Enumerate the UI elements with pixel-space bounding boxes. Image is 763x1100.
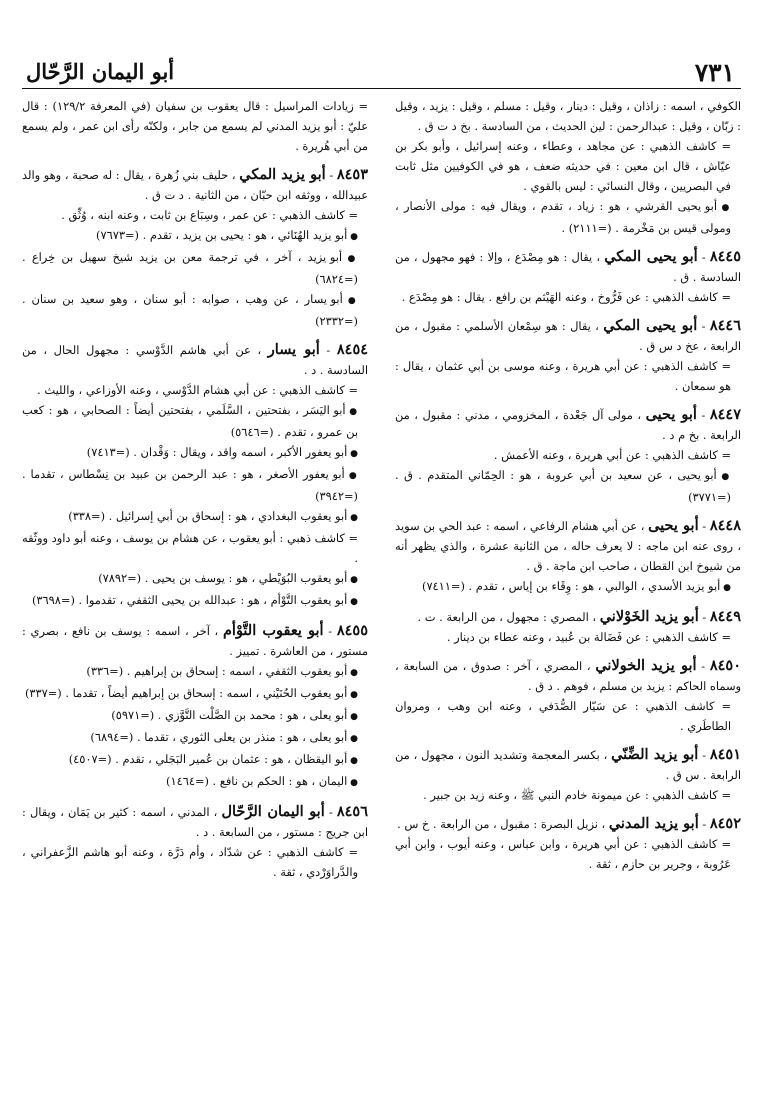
entry-text: ٨٤٥٢ - أبو يزيد المدني ، نزيل البصرة : مقبول ، من الرابعة . خ س . [397, 815, 741, 832]
entry-text: ٨٤٤٨ - أبو يحيى ، عن أبي هشام الرفاعي ، اسمه : عبد الحي بن سويد ، روى عنه ابن ماجه : لا يعرف حاله ، من الثانية عشرة ، والذي يظهر أنه من شيوخ ابن القطان ، صاحب ابن ماجة . ق . [395, 517, 741, 573]
entry-name: أبو يزيد الخَوْلاني [599, 608, 699, 625]
entry-body: الكوفي ، اسمه : زاذان ، وقيل : دينار ، وقيل : مسلم ، وقيل : يزيد ، وقيل : زبّان ، وقيل : عبدالرحمن : لين الحديث ، من السادسة . بخ د ت ق . [395, 99, 741, 133]
entry-body: ● أبو يعلى ، هو : محمد بن الصَّلْت التَّوَّزي . (=٥٩٧١) [111, 708, 358, 722]
entry [395, 316, 741, 396]
entry-number: ٨٤٤٧ [709, 406, 741, 423]
entry-body: ● أبو يزيد الهُنَائي ، هو : يحيى بن يزيد ، تقدم . (=٧٦٧٣) [96, 228, 358, 242]
running-title: أبو اليمان الرَّحّال [26, 59, 175, 84]
entry-body: ، المصري ، آخر : صدوق ، من السابعة ، وسماه الحاكم : يزيد بن مسلم ، فوهم . د ق . [395, 659, 741, 693]
entry-body: = كاشف الذهبي : عن شدّاد ، وأم دَرَّة ، وعنه أبو هاشم الزَّعفراني ، والدَّراوَرْدي ، ثقة . [22, 845, 358, 879]
entry-text: ٨٤٥٦ - أبو اليمان الرَّحّال ، المدني ، اسمه : كثير بن يَمَان ، ويقال : ابن جريج : مستور ، من السابعة . د . [22, 803, 368, 839]
entry-text [395, 136, 741, 196]
entry-name: أبو يزيد المكي [239, 166, 326, 183]
entry-body: ● أبو يعقوب الحُنَيْني ، اسمه : إسحاق بن إبراهيم أيضاً ، تقدما . (=٣٣٧) [25, 686, 358, 700]
entry-text: ٨٤٥٥ - أبو يعقوب التَّوْأم ، آخر ، اسمه : يوسف بن نافع ، بصري : مستور ، من العاشرة . تمييز . [22, 622, 368, 658]
entry [22, 802, 368, 882]
entry-body: = كاشف الذهبي : عن أبي هريرة ، وابن عباس ، وعنه أيوب ، وابن أبي عَرُوبة ، وجرير بن حازم ، ثقة . [395, 837, 731, 871]
entry-text [22, 96, 368, 156]
entry-body: = كاشف الذهبي : عن فَضَالة بن عُبيد ، وعنه عطاء بن دينار . [446, 630, 731, 644]
entry-text [22, 842, 368, 882]
entry-body: ● أبو يعقوب الثقفي ، اسمه : إسحاق بن إبراهيم . (=٣٣٦) [86, 664, 358, 678]
page-number: ٧٣١ [694, 58, 735, 87]
right-column [395, 96, 741, 1066]
entry-text [395, 445, 741, 465]
cross-reference [22, 568, 368, 590]
entry-number: ٨٤٥٥ [336, 622, 368, 639]
cross-reference [22, 442, 368, 464]
cross-reference [22, 749, 368, 771]
entry-body: ، بكسر المعجمة وتشديد النون ، مجهول ، من الرابعة . س ق . [395, 748, 741, 782]
entry-number: ٨٤٥٣ [336, 166, 368, 183]
entry-body: ● أبو اليقظان ، هو : عثمان بن عُمير البَجَلي ، تقدم . (=٤٥٠٧) [69, 752, 358, 766]
entry [395, 516, 741, 598]
entry-body: ● أبو يزيد ، آخر ، في ترجمة معن بن يزيد شيخ سهيل بن خِراع . (=٦٨٢٤) [22, 250, 358, 286]
entry-name: أبو يعقوب التَّوْأم [222, 622, 324, 639]
entry-body: = كاشف الذهبي : عن فَرُّوخ ، وعنه الهَيْثم بن رافع . يقال : هو مِصْدَع . [401, 290, 731, 304]
entry-body: ، مولى آل جَعْدة ، المخزومي ، مدني : مقبول ، من الرابعة . بخ م د . [395, 408, 741, 442]
entry-body: ● أبو يعلى ، هو : منذر بن يعلى الثوري ، تقدما . (=٦٨٩٤) [90, 730, 358, 744]
entry-body: ● أبو يسار ، عن وهب ، صوابه : أبو سنان ، وهو سعيد بن سنان . (=٢٣٣٢) [22, 292, 358, 328]
entry [395, 745, 741, 805]
entry-body: ● أبو يعفور الأكبر ، اسمه واقد ، ويقال : وَقْدان . (=٧٤١٣) [87, 445, 358, 459]
entry-number: ٨٤٤٥ [709, 248, 741, 265]
entry [22, 340, 368, 612]
entry-number: ٨٤٤٨ [709, 517, 741, 534]
entry-body: = كاشف الذهبي : عن مجاهد ، وعطاء ، وعنه إسرائيل ، وأبو بكر بن عيّاش ، قال ابن معين : في حديثه ضعف ، هو في الكوفيين مثل ثابت في البصريين ، وقال النسائي : ليس بالقوي . [395, 139, 731, 193]
entry-body: = كاشف الذهبي : عن أبي هريرة ، وعنه موسى بن أبي عثمان ، يقال : هو سمعان . [395, 359, 731, 393]
entry-body: ، المدني ، اسمه : كثير بن يَمَان ، ويقال : ابن جريج : مستور ، من السابعة . د . [22, 805, 368, 839]
cross-reference [22, 683, 368, 705]
entry-text: ٨٤٤٥ - أبو يحيى المكي ، يقال : هو مِصْدَع ، وإلا : فهو مجهول ، من السادسة . ق . [395, 248, 741, 284]
entry-name: أبو يحيى المكي [604, 248, 698, 265]
entry [395, 96, 741, 238]
entry-name: أبو يحيى [645, 406, 697, 423]
entry-name: أبو يحيى [648, 517, 699, 534]
entry-text: ٨٤٤٩ - أبو يزيد الخَوْلاني ، المصري : مجهول ، من الرابعة . ت . [417, 608, 741, 625]
entry-text [395, 627, 741, 647]
entry-text: ٨٤٥٠ - أبو يزيد الخولاني ، المصري ، آخر : صدوق ، من السابعة ، وسماه الحاكم : يزيد بن مسلم ، فوهم . د ق . [395, 657, 741, 693]
entry-text [395, 785, 741, 805]
entry-body: ● أبو يزيد الأسدي ، الوالبي ، هو : وِقَاء بن إياس ، تقدم . (=٧٤١١) [422, 579, 731, 593]
entry-name: أبو يزيد المدني [608, 815, 699, 832]
entry-name: أبو يسار [267, 341, 320, 358]
cross-reference [22, 289, 368, 331]
entry-name: أبو يحيى المكي [603, 317, 698, 334]
entry-text [22, 380, 368, 400]
cross-reference [22, 661, 368, 683]
entry-body: ● أبو يحيى القرشي ، هو : زياد ، تقدم ، ويقال فيه : مولى الأنصار ، ومولى قيس بن مَخْرمة . (=٢١١١) . [395, 199, 731, 235]
left-column [22, 96, 368, 1066]
entry-body: = كاشف الذهبي : عن ميمونة خادم النبي ﷺ ، وعنه زيد بن جبير . [423, 788, 731, 802]
cross-reference [22, 400, 368, 442]
entry-body: ، عن أبي هاشم الدَّوْسي : مجهول الحال ، من السادسة . د . [22, 343, 368, 377]
entry-text [395, 287, 741, 307]
entry-number: ٨٤٤٦ [709, 317, 741, 334]
entry-text [395, 356, 741, 396]
entry [22, 621, 368, 793]
entry-body: ، آخر ، اسمه : يوسف بن نافع ، بصري : مستور ، من العاشرة . تمييز . [22, 624, 368, 658]
entry-text: ٨٤٥٤ - أبو يسار ، عن أبي هاشم الدَّوْسي : مجهول الحال ، من السادسة . د . [22, 341, 368, 377]
entry-body: ، نزيل البصرة : مقبول ، من الرابعة . خ س . [397, 817, 606, 831]
entry-text: ٨٤٤٧ - أبو يحيى ، مولى آل جَعْدة ، المخزومي ، مدني : مقبول ، من الرابعة . بخ م د . [395, 406, 741, 442]
cross-reference [22, 590, 368, 612]
entry-name: أبو اليمان الرَّحّال [221, 803, 325, 820]
cross-reference [22, 727, 368, 749]
entry-text [22, 528, 368, 568]
entry-number: ٨٤٥١ [709, 746, 741, 763]
entry-body: = كاشف الذهبي : عن أبي هريرة ، وعنه الأعمش . [493, 448, 731, 462]
entry-text: ٨٤٤٦ - أبو يحيى المكي ، يقال : هو سِمْعان الأسلمي : مقبول ، من الرابعة ، عخ د س ق . [395, 317, 741, 353]
entry-body: ● أبو يعقوب التَّوْأم ، هو : عبدالله بن يحيى الثقفي ، تقدموا . (=٣٦٩٨) [32, 593, 358, 607]
entry-body: ● أبو يعقوب البغدادي ، هو : إسحاق بن أبي إسرائيل . (=٣٣٨) [68, 509, 358, 523]
cross-reference [395, 465, 741, 507]
cross-reference [395, 196, 741, 238]
entry-text [22, 205, 368, 225]
entry-body: ، يقال : هو مِصْدَع ، وإلا : فهو مجهول ، من السادسة . ق . [395, 250, 741, 284]
entry-body: = كاشف ذهبي : أبو يعقوب ، عن هشام بن يوسف ، وعنه أبو داود ووثّقه . [22, 531, 358, 565]
entry [395, 656, 741, 736]
entry-body: ● أبو يعفور الأصغر ، هو : عبد الرحمن بن عبيد بن نِسْطاس ، تقدما . (=٣٩٤٢) [22, 467, 358, 503]
cross-reference [22, 247, 368, 289]
entry [395, 814, 741, 874]
entry-body: ● أبو يحيى ، عن سعيد بن أبي عروبة ، هو : الحِمّاني المتقدم . ق . (=٣٧٧١) [395, 468, 731, 504]
entry [22, 96, 368, 156]
entry-body: ، المصري : مجهول ، من الرابعة . ت . [417, 610, 597, 624]
entry [395, 247, 741, 307]
entry [22, 165, 368, 331]
entry-name: أبو يزيد الضِّنّي [611, 746, 699, 763]
entry-number: ٨٤٥٠ [709, 657, 741, 674]
entry-body: = زيادات المراسيل : قال يعقوب بن سفيان (في المعرفة ١٢٩/٢) : قال عليّ : أبو يزيد المدني لم يسمع من جابر ، ولكنّه رأى ابن عمر ، ولم يسمع من أبي هُريرة . [22, 99, 368, 153]
cross-reference [22, 464, 368, 506]
entry [395, 607, 741, 647]
entry-number: ٨٤٥٢ [709, 815, 741, 832]
cross-reference [22, 225, 368, 247]
entry-number: ٨٤٥٤ [336, 341, 368, 358]
page-header [22, 54, 741, 89]
entry-body: ● اليمان ، هو : الحكم بن نافع . (=١٤٦٤) [166, 774, 358, 788]
cross-reference [22, 506, 368, 528]
entry-body: ، حليف بني زُهرة ، يقال : له صحبة ، وهو والد عبيدالله ، ووثقه ابن حبّان ، من الثانية . د ت ق . [22, 168, 368, 202]
entry-text [395, 834, 741, 874]
entry-text [395, 96, 741, 136]
entry-number: ٨٤٤٩ [709, 608, 741, 625]
entry-body: = كاشف الذهبي : عن عمر ، وسِبَاع بن ثابت ، وعنه ابنه ، وُثِّق . [61, 208, 358, 222]
entry-body: ● أبو اليَسَر ، بفتحتين ، السَّلَمي ، بفتحتين أيضاً : الصحابي ، هو : كعب بن عمرو ، تقدم . (=٥٦٤٦) [22, 403, 358, 439]
entry-body: ● أبو يعقوب البُوَيْطي ، هو : يوسف بن يحيى . (=٧٨٩٢) [98, 571, 358, 585]
entry [395, 405, 741, 507]
entry-text: ٨٤٥١ - أبو يزيد الضِّنّي ، بكسر المعجمة وتشديد النون ، مجهول ، من الرابعة . س ق . [395, 746, 741, 782]
entry-body: = كاشف الذهبي : عن أبي هشام الدَّوْسي ، وعنه الأوزاعي ، والليث . [37, 383, 358, 397]
entry-body: = كاشف الذهبي : عن سَيّار الصُّدَفي ، وعنه ابن وهب ، ومروان الطاطَري . [395, 699, 731, 733]
cross-reference [22, 705, 368, 727]
entry-number: ٨٤٥٦ [336, 803, 368, 820]
cross-reference [22, 771, 368, 793]
entry-body: ، يقال : هو سِمْعان الأسلمي : مقبول ، من الرابعة ، عخ د س ق . [395, 319, 741, 353]
entry-text: ٨٤٥٣ - أبو يزيد المكي ، حليف بني زُهرة ، يقال : له صحبة ، وهو والد عبيدالله ، ووثقه ابن حبّان ، من الثانية . د ت ق . [22, 166, 368, 202]
entry-text [395, 696, 741, 736]
entry-body: ، عن أبي هشام الرفاعي ، اسمه : عبد الحي بن سويد ، روى عنه ابن ماجه : لا يعرف حاله ، من الثانية عشرة ، والذي يظهر أنه من شيوخ ابن القطان ، صاحب ابن ماجة . ق . [395, 519, 741, 573]
cross-reference [395, 576, 741, 598]
entry-name: أبو يزيد الخولاني [595, 657, 697, 674]
